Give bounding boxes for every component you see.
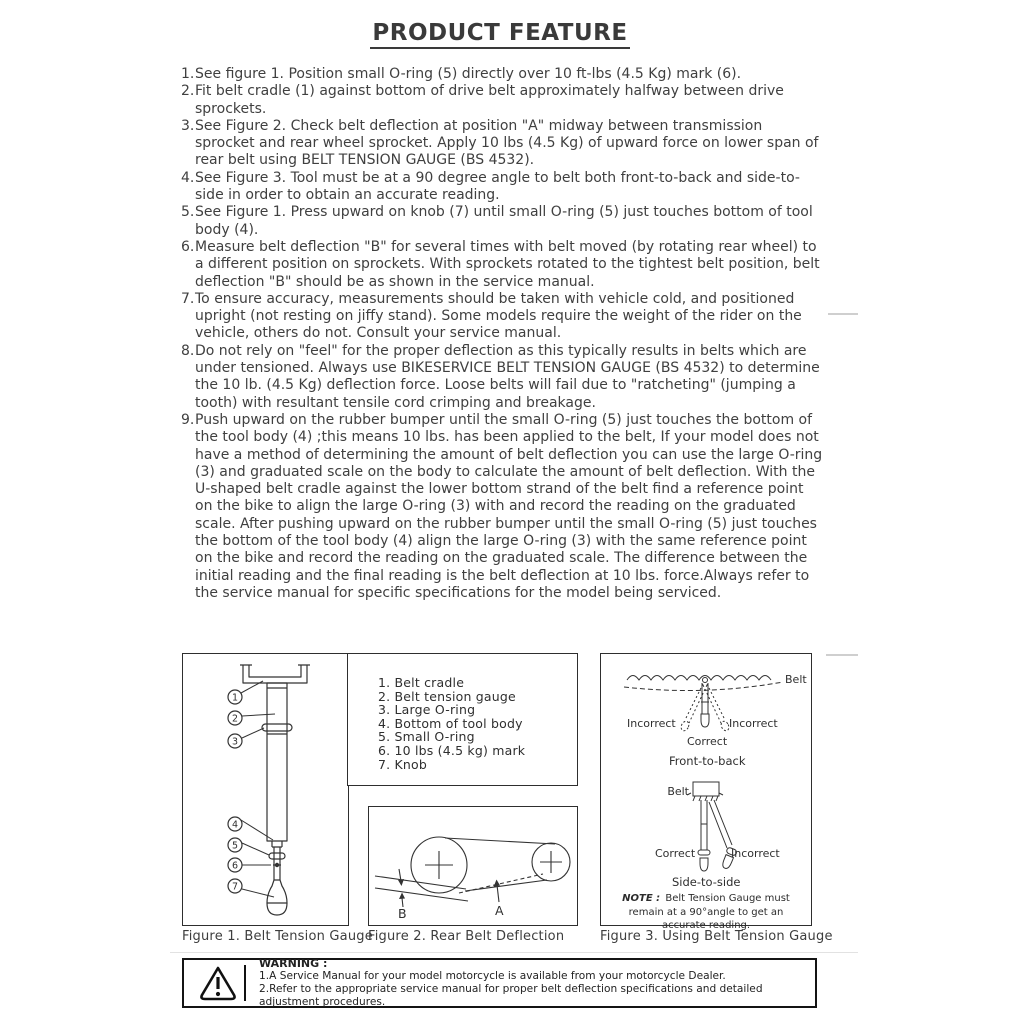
instruction-item (181, 83, 823, 118)
warning-item: 1.A Service Manual for your model motorcycle is available from your motorcycle Dealer. (259, 970, 726, 982)
item-number: 1. (181, 66, 195, 82)
item-number: 7. (181, 290, 195, 307)
title-row (0, 20, 1000, 49)
warning-divider (244, 965, 246, 1001)
figure-3-box (600, 653, 812, 931)
callout-5: 5 (231, 840, 239, 852)
note-text: Belt Tension Gauge must remain at a 90°angle to get an accurate reading. (628, 893, 790, 931)
figure-2-caption: Figure 2. Rear Belt Deflection (368, 929, 565, 944)
figure-2-box (368, 806, 578, 926)
incorrect-left-label: Incorrect (627, 717, 676, 730)
item-number: 3. (181, 117, 195, 134)
item-number: 8. (181, 342, 195, 359)
item-number: 6. (181, 238, 195, 255)
item-text: Push upward on the rubber bumper until the small O-ring (5) just touches the bottom of the tool body (4) ;this means 10 lbs. has been applied to the belt, If your model does not have a method of determining the amount of belt deflection you can use the large O-ring (3) and graduated scale on the body to calculate the amount of belt deflection. With the U-shaped belt cradle against the lower bottom strand of the belt find a reference point on the bike to align the large O-ring (3) with and record the reading on the graduated scale. After pushing upward on the rubber bumper until the small O-ring (5) just touches the bottom of the tool body (4) align the large O-ring (3) with the same reference point on the bike and record the reading on the graduated scale. The difference between the initial reading and the final reading is the belt deflection at 10 lbs. force.Always refer to the service manual for specific specifications for the model being serviced. (195, 411, 823, 601)
figure-1-box (182, 653, 349, 926)
part-item: 7. Knob (378, 756, 428, 772)
belt-label-bottom: Belt (667, 785, 689, 798)
page-title: PRODUCT FEATURE (370, 20, 629, 49)
callout-4: 4 (231, 819, 239, 831)
instruction-item (181, 291, 823, 343)
item-text: Fit belt cradle (1) against bottom of drive belt approximately halfway between drive sprockets. (195, 83, 784, 117)
belt-tension-gauge-drawing (183, 654, 347, 924)
callout-1: 1 (231, 692, 239, 704)
note-label: NOTE : (622, 893, 661, 904)
item-number: 5. (181, 204, 195, 221)
incorrect-bottom-label: Incorrect (731, 847, 780, 860)
rear-belt-deflection-drawing (369, 807, 576, 924)
item-number: 4. (181, 169, 195, 186)
callout-2: 2 (231, 713, 239, 725)
item-text: Do not rely on "feel" for the proper deflection as this typically results in belts which are under tensioned. Always use BIKESERVICE BELT TENSION GAUGE (BS 4532) to determine the 10 lb. (4.5 Kg) deflection force. Loose belts will fail due to "ratcheting" (jumping a tooth) with resultant tensile cord crimping and breakage. (195, 342, 820, 411)
scan-artifact-line (828, 313, 858, 315)
instruction-list (181, 66, 823, 602)
item-text: See figure 1. Position small O-ring (5) directly over 10 ft-lbs (4.5 Kg) mark (6). (195, 66, 742, 82)
item-text: Measure belt deflection "B" for several times with belt moved (by rotating rear wheel) to a different position on sprockets. With sprockets rotated to the tightest belt position, belt deflection "B" should be as shown in the service manual. (195, 238, 820, 290)
part-item: 6. 10 lbs (4.5 kg) mark (378, 742, 526, 758)
part-item: 1. Belt cradle (378, 675, 465, 690)
part-item: 4. Bottom of tool body (378, 715, 523, 731)
instruction-item (181, 170, 823, 205)
item-number: 2. (181, 83, 195, 100)
side-to-side-label: Side-to-side (672, 875, 741, 889)
instruction-item (181, 118, 823, 170)
belt-label-top: Belt (785, 673, 807, 686)
using-gauge-drawing (601, 654, 810, 924)
deflection-label-b: B (398, 906, 407, 921)
instruction-item (181, 239, 823, 291)
callout-6: 6 (231, 860, 239, 872)
callout-3: 3 (231, 736, 239, 748)
correct-bottom-label: Correct (655, 847, 696, 860)
instruction-item (181, 412, 823, 602)
scan-artifact-line (170, 952, 858, 953)
scan-artifact-line (826, 654, 858, 656)
warning-item: 2.Refer to the appropriate service manual for proper belt deflection specifications and detailed adjustment procedures. (259, 983, 763, 1008)
figure-3-caption: Figure 3. Using Belt Tension Gauge (600, 929, 833, 944)
part-item: 2. Belt tension gauge (378, 688, 516, 704)
warning-box (182, 958, 817, 1008)
figure-3-note (606, 892, 806, 933)
warning-triangle-icon (196, 964, 240, 1002)
part-item: 3. Large O-ring (378, 702, 476, 718)
item-text: See Figure 1. Press upward on knob (7) until small O-ring (5) just touches bottom of tool body (4). (195, 204, 813, 238)
incorrect-right-label: Incorrect (729, 717, 778, 730)
item-text: See Figure 3. Tool must be at a 90 degree angle to belt both front-to-back and side-to-side in order to obtain an accurate reading. (195, 169, 800, 204)
warning-title: WARNING : (259, 957, 328, 970)
figure-1-caption: Figure 1. Belt Tension Gauge (182, 929, 373, 944)
instruction-item (181, 343, 823, 412)
instruction-item (181, 66, 823, 83)
deflection-label-a: A (495, 903, 504, 918)
item-text: See Figure 2. Check belt deflection at position "A" midway between transmission sprocket and rear wheel sprocket. Apply 10 lbs (4.5 Kg) of upward force on lower span of rear belt using BELT TENSION GAUGE (BS 4532). (195, 117, 819, 169)
instruction-item (181, 204, 823, 239)
item-number: 9. (181, 411, 195, 428)
callout-7: 7 (231, 881, 239, 893)
correct-top-label: Correct (687, 735, 728, 748)
part-item: 5. Small O-ring (378, 729, 475, 745)
front-to-back-label: Front-to-back (669, 754, 746, 768)
item-text: To ensure accuracy, measurements should be taken with vehicle cold, and positioned upright (not resting on jiffy stand). Some models require the weight of the rider on the vehicle, others do not. Consult your service manual. (195, 290, 802, 342)
parts-list-box (347, 653, 578, 786)
